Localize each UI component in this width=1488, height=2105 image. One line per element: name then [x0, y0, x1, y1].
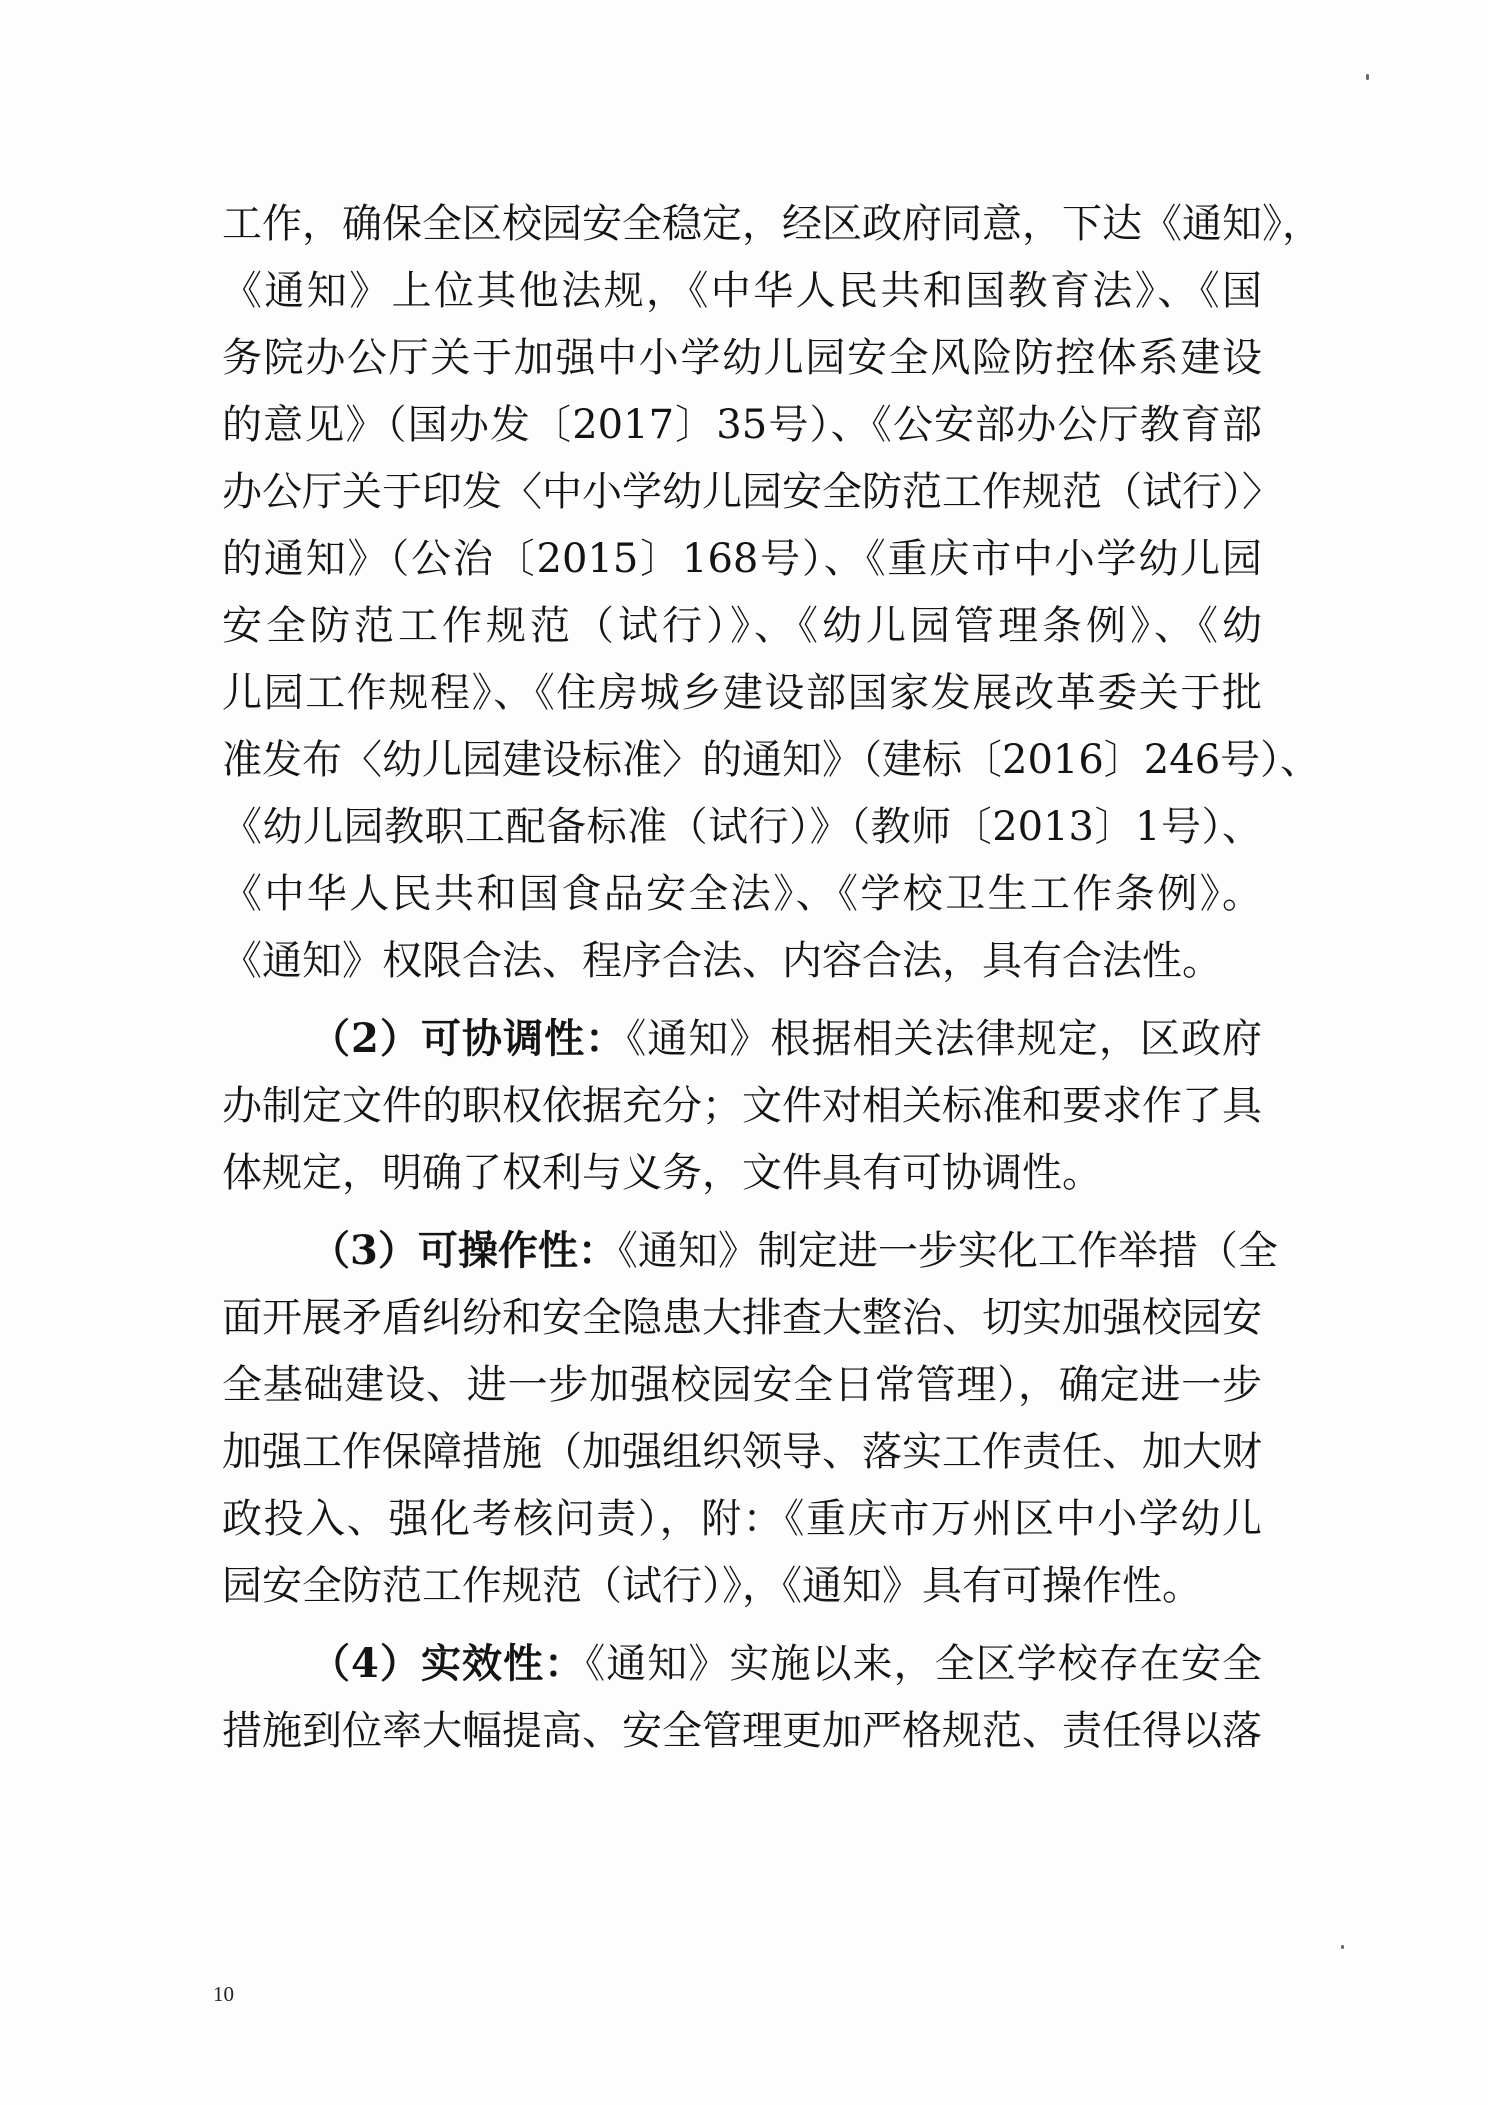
paragraph-3-text: 《通知》制定进一步实化工作举措（全: [617, 1228, 1278, 1274]
text-line: 园安全防范工作规范（试行）》，《通知》具有可操作性。: [222, 1563, 1202, 1609]
page-number: 10: [213, 1982, 234, 2006]
text-line: 《幼儿园教职工配备标准（试行）》（教师〔2013〕1号）、: [222, 804, 1262, 850]
paragraph-4-text: 《通知》实施以来，全区学校存在安全: [585, 1641, 1262, 1687]
text-line: 政投入、强化考核问责），附：《重庆市万州区中小学幼儿: [222, 1496, 1262, 1542]
paragraph-3-heading: （3）可操作性：: [310, 1227, 618, 1274]
paragraph-3-first-line: [222, 1227, 1278, 1275]
paragraph-4-first-line: [222, 1640, 1262, 1688]
scan-speck: [1366, 74, 1369, 80]
text-line: 务院办公厅关于加强中小学幼儿园安全风险防控体系建设: [222, 335, 1262, 381]
text-line: 的意见》（国办发〔2017〕35号）、《公安部办公厅教育部: [222, 402, 1262, 448]
scan-speck: [1341, 1945, 1344, 1949]
text-line: 措施到位率大幅提高、安全管理更加严格规范、责任得以落: [222, 1708, 1262, 1754]
text-line: 办制定文件的职权依据充分；文件对相关标准和要求作了具: [222, 1083, 1262, 1129]
paragraph-4-heading: （4）实效性：: [310, 1640, 586, 1687]
text-line: 全基础建设、进一步加强校园安全日常管理），确定进一步: [222, 1362, 1262, 1408]
text-line: 准发布〈幼儿园建设标准〉的通知》（建标〔2016〕246号）、: [222, 737, 1321, 783]
text-line: 儿园工作规程》、《住房城乡建设部国家发展改革委关于批: [222, 670, 1262, 716]
text-line: 的通知》（公治〔2015〕168号）、《重庆市中小学幼儿园: [222, 536, 1262, 582]
text-line: 《中华人民共和国食品安全法》、《学校卫生工作条例》。: [222, 871, 1262, 917]
paragraph-2-heading: （2）可协调性：: [310, 1015, 627, 1062]
text-line: 办公厅关于印发〈中小学幼儿园安全防范工作规范（试行）〉: [222, 469, 1282, 515]
text-line: 《通知》上位其他法规，《中华人民共和国教育法》、《国: [222, 268, 1262, 314]
text-line: 体规定，明确了权利与义务，文件具有可协调性。: [222, 1150, 1102, 1196]
text-line: 《通知》权限合法、程序合法、内容合法，具有合法性。: [222, 938, 1222, 984]
paragraph-2-text: 《通知》根据相关法律规定，区政府: [626, 1016, 1262, 1062]
text-line: 工作，确保全区校园安全稳定，经区政府同意，下达《通知》，: [222, 201, 1322, 247]
paragraph-2-first-line: [222, 1015, 1262, 1063]
text-line: 加强工作保障措施（加强组织领导、落实工作责任、加大财: [222, 1429, 1262, 1475]
text-line: 面开展矛盾纠纷和安全隐患大排查大整治、切实加强校园安: [222, 1295, 1262, 1341]
text-line: 安全防范工作规范（试行）》、《幼儿园管理条例》、《幼: [222, 603, 1262, 649]
